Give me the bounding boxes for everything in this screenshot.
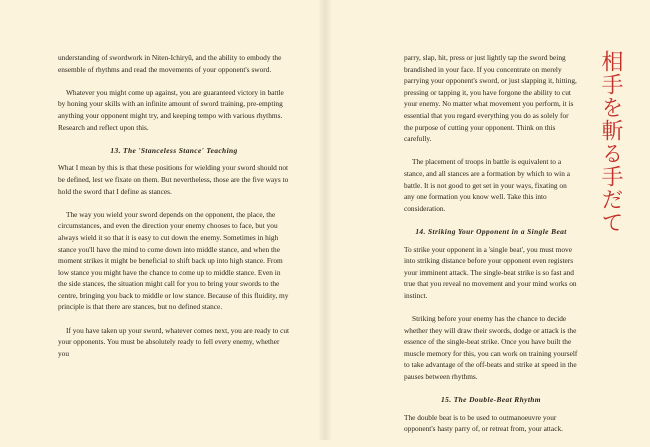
section-heading-13: 13. The 'Stanceless Stance' Teaching (110, 145, 238, 155)
left-page-column (58, 52, 290, 371)
section-heading-14: 14. Striking Your Opponent in a Single Beat (415, 226, 567, 236)
left-paragraph-4: The way you wield your sword depends on the opponent, the place, the circumstances, and even the direction your enemy chooses to face, but you always wield it so that it is easy to cut down the enemy. Sometimes in high stance you'll have the mind to come down into middle stance, and when the moment strikes it might be beneficial to shift back up into high stance. From low stance you might have the chance to come up to middle stance. Even in the side stances, the situation might call for you to bring your swords to the centre, bringing you back to middle or low stance. Because of this fluidity, my principle is that there are stances, but no defined stance. (58, 209, 289, 312)
right-paragraph-2: The placement of troops in battle is equivalent to a stance, and all stances are a formation by which to win a battle. It is not good to get set in your ways, fixating on any one formation you know well. Take this into consideration. (404, 157, 570, 213)
right-paragraph-3: To strike your opponent in a 'single beat', you must move into striking distance before your opponent even registers your imminent attack. The single-beat strike is so fast and true that you reveal no movement and your mind works on instinct. (404, 244, 577, 300)
right-page-column (404, 52, 578, 447)
left-paragraph-3: What I mean by this is that these positions for wielding your sword should not be defined, lest we fixate on them. But nevertheless, those are the five ways to hold the sword that I define as stances. (58, 163, 289, 196)
right-paragraph-1: parry, slap, hit, press or just lightly tap the sword being brandished in your face. If you concentrate on merely parrying your opponent's sword, or just slapping it, hitting, pressing or tapping it, you have forgone the ability to cut your enemy. No matter what movement you perform, it is essential that you regard everything you do as solely for the purpose of cutting your opponent. Think on this carefully. (404, 53, 577, 144)
right-paragraph-5: The double beat is to be used to outmanoeuvre your opponent's hasty parry of, or retreat from, your attack. (404, 412, 563, 434)
left-paragraph-2: Whatever you might come up against, you are guaranteed victory in battle by honing your skills with an infinite amount of sword training, pre-empting anything your opponent might try, and keeping tempo with various rhythms. Research and reflect upon this. (58, 87, 284, 132)
book-gutter (318, 0, 332, 440)
japanese-vertical-title: 相手を斬る手だて (598, 50, 623, 234)
section-heading-15: 15. The Double-Beat Rhythm (441, 395, 541, 405)
left-paragraph-5: If you have taken up your sword, whatever comes next, you are ready to cut your opponents. You must be absolutely ready to fell every enemy, whether you (58, 325, 290, 358)
left-paragraph-1: understanding of swordwork in Niten-Ichiryū, and the ability to embody the ensemble of rhythms and read the movements of your opponent's sword. (58, 53, 282, 74)
right-paragraph-4: Striking before your enemy has the chance to decide whether they will draw their swords, dodge or attack is the essence of the single-beat strike. Once you have built the muscle memory for this, you can work on training yourself to take advantage of the off-beats and strike at speed in the pauses between rhythms. (404, 314, 578, 382)
